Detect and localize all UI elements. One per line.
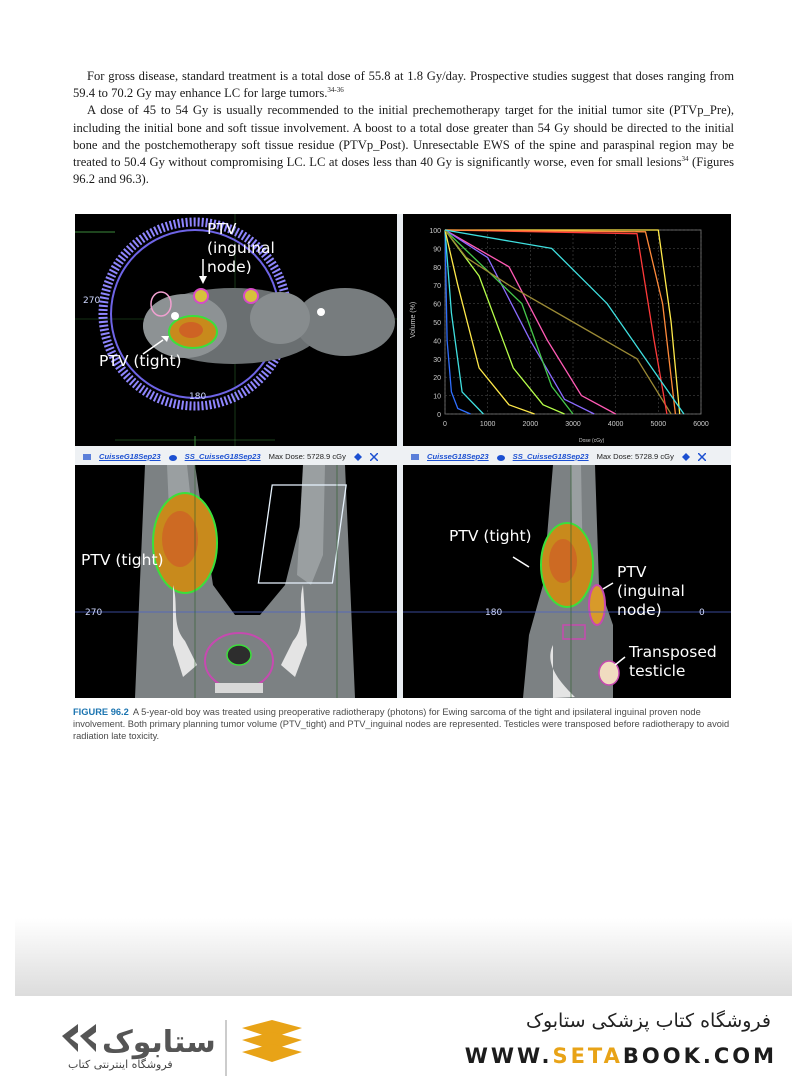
paragraph-2: A dose of 45 to 54 Gy is usually recommended to the initial prechemotherapy target for the initial tumor site (PTVp_Pre), including the initial bone and soft tissue involvement. A boost to a total dose greater than 54 Gy should be directed to the initial bone and the postchemotherapy soft tissue residue (PTVp_Post). Unresectable EWS of the spine and paraspinal region may be treated to 50.4 Gy without compromising LC. LC at doses less than 40 Gy is significantly worse, even for small lesions$^{34}$ (Figures 96.2 and 96.3). (73, 103, 734, 187)
dvh-y-tick: 0 (437, 412, 441, 419)
dvh-y-tick: 20 (433, 375, 441, 383)
pin-icon[interactable] (354, 453, 362, 461)
dvh-y-tick: 10 (433, 393, 441, 401)
dvh-y-tick: 40 (433, 338, 441, 346)
angle-270: 270 (83, 296, 101, 306)
citation-34: 34 (681, 154, 689, 163)
plan-link-a[interactable]: CuisseG18Sep23 (99, 452, 161, 461)
store-url[interactable]: WWW.SETABOOK.COM (464, 1044, 777, 1068)
arrow-testicle (615, 657, 625, 665)
arrow-tight (143, 340, 163, 354)
dvh-chart (403, 214, 731, 446)
label-transposed-testicle: Transposed testicle (629, 643, 717, 680)
label-ptv-inguinal-node: PTV (inguinal node) (617, 563, 685, 619)
angle-180: 180 (485, 608, 503, 618)
dvh-x-axis-label: Dose (cGy) (579, 438, 605, 444)
label-ptv-tight: PTV (tight) (81, 551, 164, 569)
cloud-icon[interactable] (497, 453, 505, 461)
dvh-x-tick: 5000 (650, 421, 667, 428)
expand-icon[interactable] (370, 453, 378, 461)
dvh-x-tick: 6000 (693, 421, 709, 428)
caption-text: A 5-year-old boy was treated using preoperative radiotherapy (photons) for Ewing sarcoma of the tight and ipsilateral inguinal proven node involvement. Both primary planning tumor volume (PTV_tight) and PTV_inguinal nodes are represented. Testicles were transposed before radiotherapy to avoid radiation late toxicity. (73, 707, 730, 741)
cloud-icon[interactable] (169, 453, 177, 461)
dvh-y-tick: 70 (433, 283, 441, 291)
coronal-ct-panel (75, 465, 397, 698)
svg-text:ستابوک: ستابوک (102, 1025, 216, 1060)
dvh-series-curve-12 (445, 230, 684, 414)
arrow-node (603, 583, 613, 589)
sagittal-ct-panel (403, 465, 731, 698)
angle-0: 0 (699, 608, 705, 618)
dvh-y-tick: 100 (429, 228, 441, 235)
label-ptv-tight: PTV (tight) (99, 352, 182, 370)
arrow-tight (513, 557, 529, 567)
citation-34-36: 34-36 (327, 86, 344, 95)
dvh-x-tick: 2000 (522, 421, 539, 428)
dvh-y-axis-label: Volume (%) (410, 301, 417, 338)
store-title: فروشگاه کتاب پزشکی ستابوک (525, 1010, 771, 1032)
toolbar-coronal (83, 450, 378, 463)
logo-subtitle: فروشگاه اینترنتی کتاب (68, 1058, 173, 1071)
figure-96-2 (75, 214, 731, 698)
plan-link-b[interactable]: SS_CuisseG18Sep23 (512, 452, 589, 461)
max-dose: Max Dose: 5728.9 cGy (268, 452, 346, 461)
dvh-y-tick: 90 (433, 246, 441, 254)
dvh-y-tick: 80 (433, 264, 441, 272)
footer-gradient-band (15, 918, 792, 996)
paragraph-1: For gross disease, standard treatment is a total dose of 55.8 at 1.8 Gy/day. Prospective studies suggest that doses ranging from 59.4 to 70.2 Gy may enhance LC for large tumors.$^{34-36}$ (73, 69, 734, 101)
figure-label: FIGURE 96.2 (73, 707, 129, 717)
max-dose: Max Dose: 5728.9 cGy (596, 452, 674, 461)
dvh-x-tick: 3000 (565, 421, 581, 428)
dvh-x-tick: 4000 (607, 421, 624, 428)
dvh-y-tick: 50 (433, 320, 441, 327)
dvh-y-tick: 60 (433, 301, 441, 309)
axial-arrows (75, 214, 397, 446)
angle-180: 180 (189, 392, 207, 402)
label-ptv-tight: PTV (tight) (449, 527, 532, 545)
dvh-panel (403, 214, 731, 446)
plan-link-b[interactable]: SS_CuisseG18Sep23 (184, 452, 261, 461)
axial-ct-panel (75, 214, 397, 446)
dvh-x-tick: 0 (443, 421, 447, 428)
body-text (73, 68, 734, 188)
angle-270: 270 (85, 608, 103, 618)
plan-icon[interactable] (411, 453, 419, 461)
dvh-y-tick: 30 (433, 356, 441, 364)
label-ptv-inguinal-node: PTV (inguinal node) (207, 220, 275, 276)
figure-caption (73, 706, 733, 742)
plan-icon[interactable] (83, 453, 91, 461)
dvh-x-tick: 1000 (479, 421, 496, 428)
plan-link-a[interactable]: CuisseG18Sep23 (427, 452, 489, 461)
toolbar-sagittal (411, 450, 706, 463)
coronal-ct-image (75, 465, 397, 698)
sagittal-arrows (403, 465, 731, 698)
pin-icon[interactable] (682, 453, 690, 461)
expand-icon[interactable] (698, 453, 706, 461)
